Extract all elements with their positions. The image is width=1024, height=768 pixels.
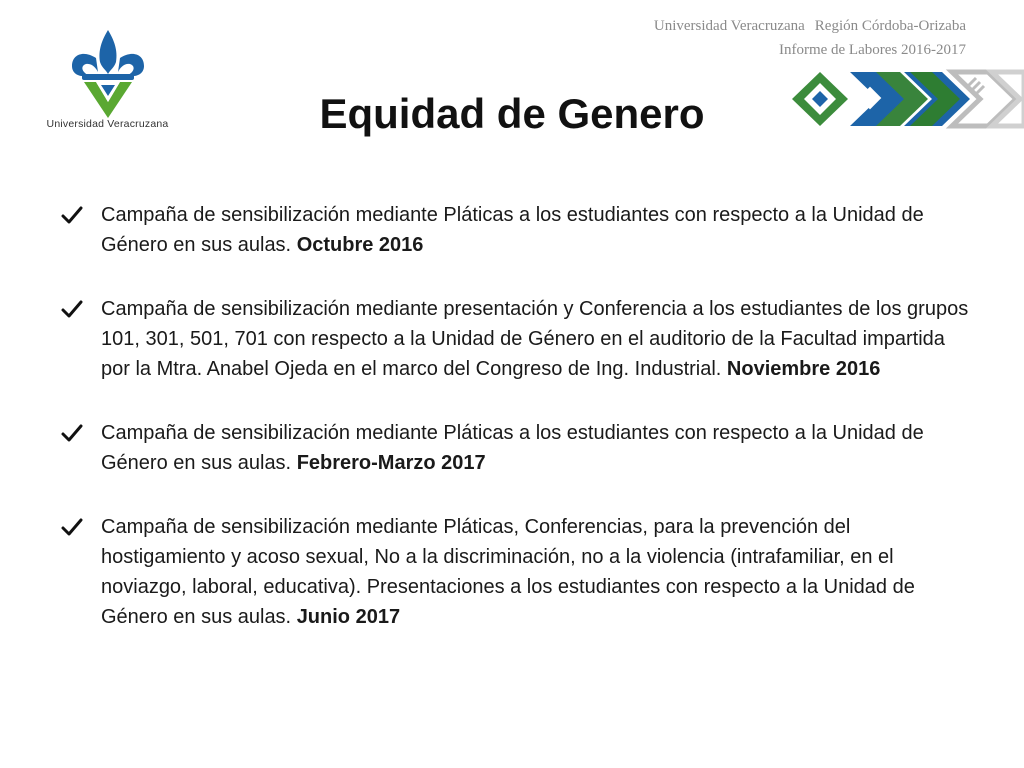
header-university: Universidad Veracruzana — [653, 18, 805, 34]
bullet-date: Febrero-Marzo 2017 — [296, 452, 486, 474]
header-report: Informe de Labores 2016-2017 — [778, 42, 966, 58]
checkmark-icon — [60, 203, 84, 227]
bullet-item — [60, 294, 970, 384]
bullet-date: Octubre 2016 — [296, 234, 424, 256]
header-region: Región Córdoba-Orizaba — [814, 18, 966, 34]
header-line-1 — [654, 14, 966, 38]
checkmark-icon — [60, 297, 84, 321]
bullet-text: Campaña de sensibilización mediante presentación y Conferencia a los estudiantes de los grupos 101, 301, 501, 701 con respecto a la Unidad de Género en el auditorio de la Facultad impartida por la Mtra. Anabel Ojeda en el marco del Congreso de Ing. Industrial. — [101, 298, 969, 380]
logo-caption: Universidad Veracruzana — [46, 118, 169, 130]
header-info — [654, 14, 966, 62]
bullet-text: Campaña de sensibilización mediante Pláticas, Conferencias, para la prevención del hostigamiento y acoso sexual, No a la discriminación, no a la violencia (intrafamiliar, en el noviazgo, laboral, educativa). Presentaciones a los estudiantes con respecto a la Unidad de Género en sus aulas. — [101, 516, 915, 628]
bullet-item — [60, 512, 970, 632]
slide-title: Equidad de Genero — [319, 90, 705, 137]
bullet-date: Noviembre 2016 — [726, 358, 881, 380]
bullet-date: Junio 2017 — [296, 606, 401, 628]
bullet-text: Campaña de sensibilización mediante Pláticas a los estudiantes con respecto a la Unidad de Género en sus aulas. — [101, 204, 924, 256]
bullet-item — [60, 200, 970, 260]
bullet-list — [60, 200, 970, 666]
checkmark-icon — [60, 515, 84, 539]
bullet-item — [60, 418, 970, 478]
checkmark-icon — [60, 421, 84, 445]
bullet-text: Campaña de sensibilización mediante Pláticas a los estudiantes con respecto a la Unidad de Género en sus aulas. — [101, 422, 924, 474]
